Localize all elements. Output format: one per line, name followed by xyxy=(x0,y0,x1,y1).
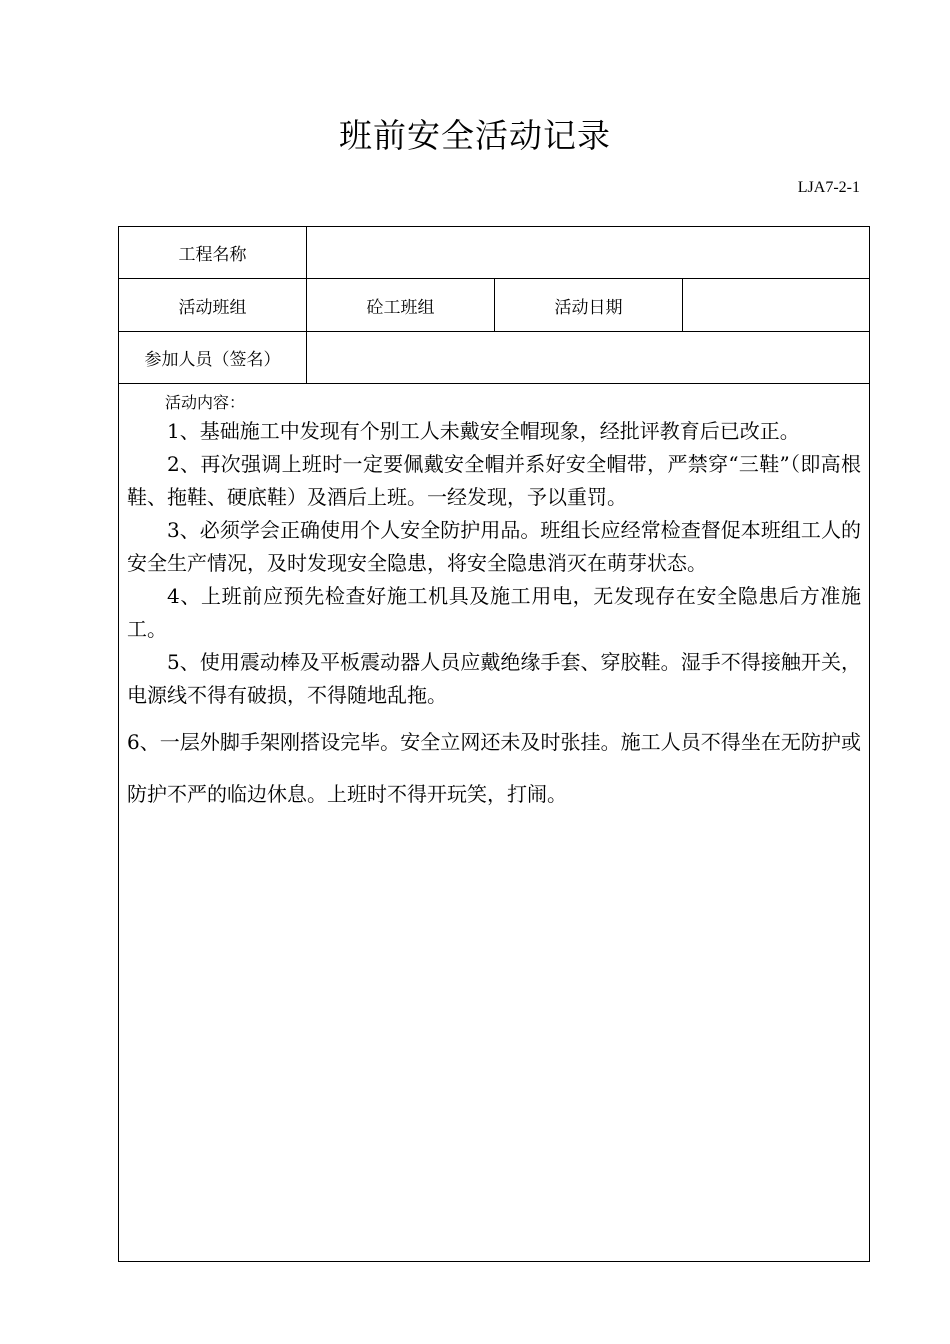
form-code: LJA7-2-1 xyxy=(797,179,860,196)
participants-row xyxy=(119,332,869,384)
content-item-5: 5、使用震动棒及平板震动器人员应戴绝缘手套、穿胶鞋。湿手不得接触开关，电源线不得有破损，不得随地乱拖。 xyxy=(127,650,861,707)
team-date-row xyxy=(119,279,869,332)
participants-field[interactable] xyxy=(306,332,869,383)
content-item-4: 4、上班前应预先检查好施工机具及施工用电，无发现存在安全隐患后方准施工。 xyxy=(127,584,861,641)
project-name-field[interactable] xyxy=(306,227,869,278)
project-name-label: 工程名称 xyxy=(178,245,247,265)
activity-content xyxy=(119,384,869,820)
team-label: 活动班组 xyxy=(178,297,247,318)
project-name-row xyxy=(119,227,869,279)
content-item-2: 2、再次强调上班时一定要佩戴安全帽并系好安全帽带，严禁穿“三鞋”（即高根鞋、拖鞋、硬底鞋）及酒后上班。一经发现，予以重罚。 xyxy=(127,452,861,509)
document-title: 班前安全活动记录 xyxy=(339,116,611,155)
date-label: 活动日期 xyxy=(494,279,682,331)
content-item-3: 3、必须学会正确使用个人安全防护用品。班组长应经常检查督促本班组工人的安全生产情况，及时发现安全隐患，将安全隐患消灭在萌芽状态。 xyxy=(127,518,861,575)
content-item-1: 1、基础施工中发现有个别工人未戴安全帽现象，经批评教育后已改正。 xyxy=(167,419,800,443)
date-field[interactable] xyxy=(682,279,869,331)
team-field[interactable]: 砼工班组 xyxy=(306,279,494,331)
participants-label: 参加人员（签名） xyxy=(144,350,281,370)
activity-record-form xyxy=(118,226,870,1262)
content-label: 活动内容： xyxy=(165,393,246,412)
content-item-6: 6、一层外脚手架刚搭设完毕。安全立网还未及时张挂。施工人员不得坐在无防护或防护不严的临边休息。上班时不得开玩笑，打闹。 xyxy=(127,730,861,806)
